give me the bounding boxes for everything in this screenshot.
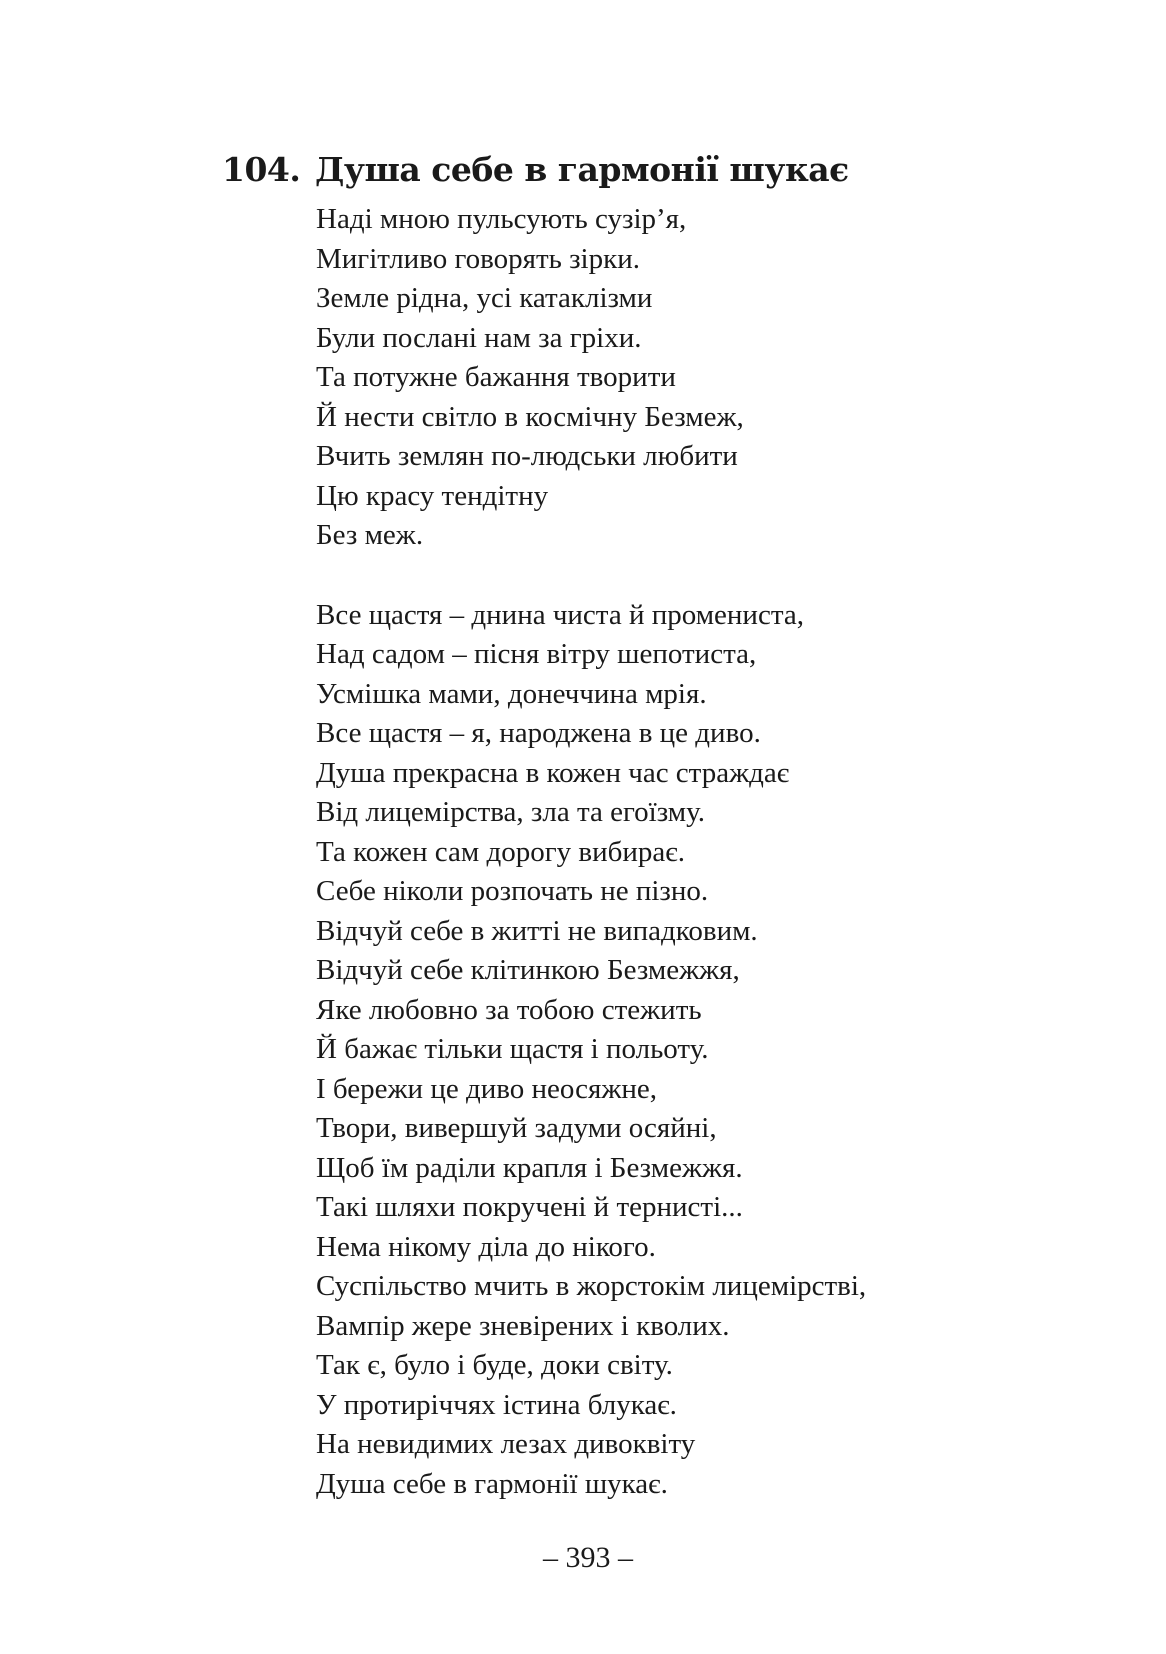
poem-number: 104. [222, 150, 301, 189]
poem-line: Такі шляхи покручені й тернисті... [316, 1191, 743, 1223]
poem-line: Над садом – пісня вітру шепотиста, [316, 638, 757, 670]
poem-line: Відчуй себе в житті не випадковим. [316, 914, 758, 947]
poem-line: Вчить землян по-людськи любити [316, 440, 738, 472]
poem-line: Від лицемірства, зла та егоїзму. [316, 796, 705, 828]
poem-line: Все щастя – я, народжена в це диво. [316, 717, 761, 749]
poem-line: Мигітливо говорять зірки. [316, 242, 640, 275]
poem-line: Все щастя – днина чиста й промениста, [316, 598, 804, 631]
poem-line: Твори, вивершуй задуми осяйні, [316, 1112, 717, 1144]
poem-line: Нема нікому діла до нікого. [316, 1230, 656, 1263]
poem-line: Душа себе в гармонії шукає. [316, 1467, 668, 1500]
poem-line: Душа прекрасна в кожен час страждає [316, 756, 790, 789]
poem-line: Відчуй себе клітинкою Безмежжя, [316, 954, 740, 986]
poem-line: Так є, було і буде, доки світу. [316, 1349, 673, 1381]
poem-line: Вампір жере зневірених і кволих. [316, 1309, 730, 1342]
poem-line: Себе ніколи розпочать не пізно. [316, 875, 709, 907]
poem-line: Земле рідна, усі катаклізми [316, 282, 653, 314]
poem-line: На невидимих лезах дивоквіту [316, 1428, 696, 1460]
poem-line: Яке любовно за тобою стежить [316, 993, 702, 1026]
poem-line: Без меж. [316, 519, 424, 551]
poem-line: Наді мною пульсують сузір’я, [316, 203, 687, 235]
poem-line: Цю красу тендітну [316, 479, 549, 512]
poem-title: Душа себе в гармонії шукає [315, 150, 849, 189]
poem-line: У протиріччях істина блукає. [316, 1388, 677, 1421]
poem-line: Були послані нам за гріхи. [316, 321, 642, 354]
poem-body [316, 200, 1116, 1504]
stanza [316, 596, 1116, 1505]
poem-line: Усмішка мами, донеччина мрія. [316, 677, 707, 710]
stanza [316, 200, 1116, 556]
poem-line: Й нести світло в космічну Безмеж, [316, 400, 744, 433]
poem-header [222, 148, 849, 192]
poem-line: Й бажає тільки щастя і польоту. [316, 1033, 709, 1065]
poem-line: Суспільство мчить в жорстокім лицемірстві, [316, 1270, 867, 1302]
poem-line: Та потужне бажання творити [316, 361, 676, 393]
poem-line: Щоб їм раділи крапля і Безмежжя. [316, 1151, 743, 1184]
page-number: – 393 – [543, 1541, 633, 1574]
poem-line: Та кожен сам дорогу вибирає. [316, 835, 685, 868]
poem-line: І бережи це диво неосяжне, [316, 1072, 657, 1105]
